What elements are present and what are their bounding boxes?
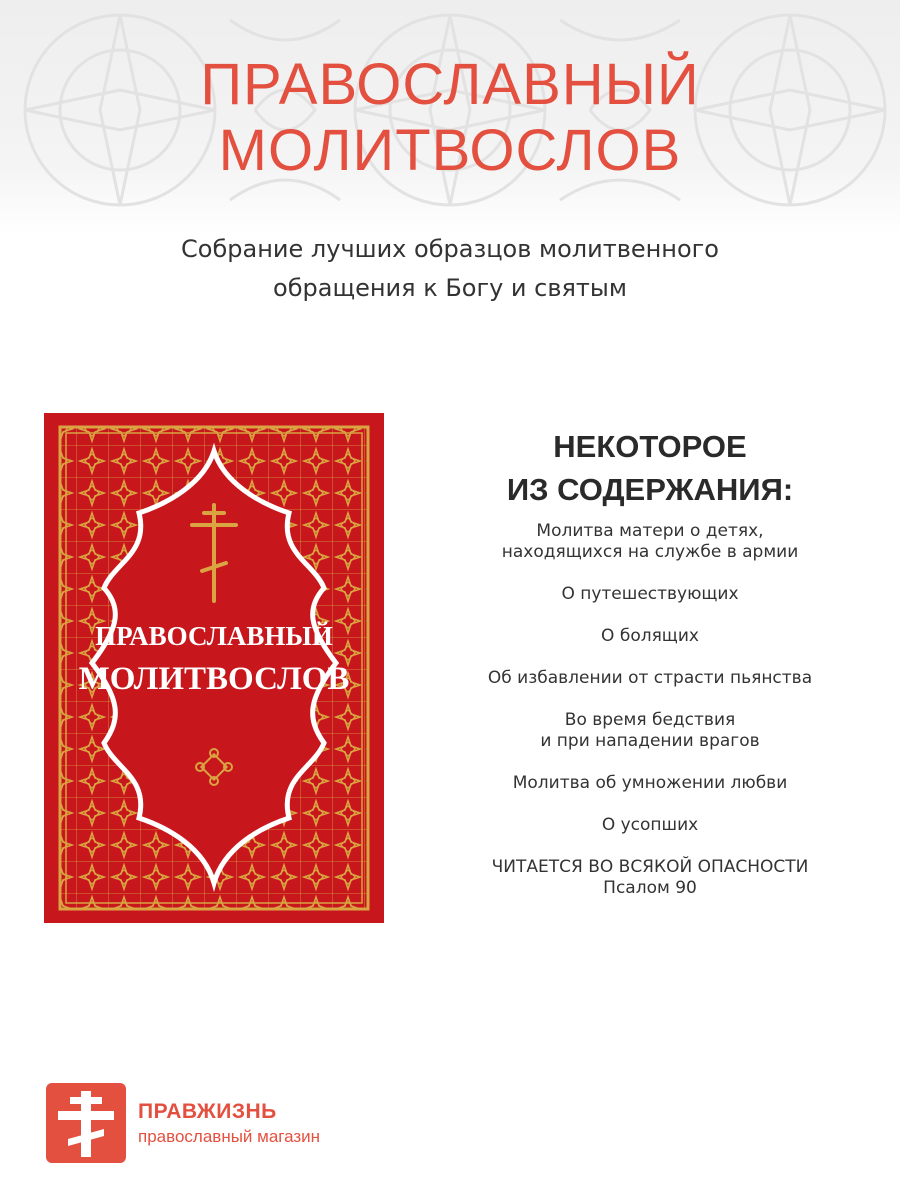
page-title-line: МОЛИТВОСЛОВ [218, 118, 682, 183]
book-title-line1: ПРАВОСЛАВНЫЙ [95, 621, 333, 651]
page-title [0, 52, 900, 184]
contents-item [450, 773, 850, 794]
brand-tagline: православный магазин [138, 1127, 321, 1146]
contents-item-line: находящихся на службе в армии [501, 542, 799, 562]
page-title-line: ПРАВОСЛАВНЫЙ [200, 52, 700, 117]
contents-item [450, 857, 850, 899]
book-title-line2: МОЛИТВОСЛОВ [78, 661, 350, 697]
contents-item-line: Во время бедствия [564, 710, 736, 730]
contents-item-line: Псалом 90 [603, 878, 697, 898]
contents-heading-line: НЕКОТОРОЕ [553, 429, 747, 464]
contents-item [450, 815, 850, 836]
page-subtitle [0, 230, 900, 308]
page-subtitle-line: Собрание лучших образцов молитвенного [181, 235, 719, 263]
contents-item [450, 521, 850, 563]
contents-item [450, 626, 850, 647]
book-cover-illustration [44, 413, 384, 923]
contents-item-line: О путешествующих [561, 584, 739, 604]
contents-item-line: О усопших [601, 815, 699, 835]
contents-item-line: Молитва об умножении любви [512, 773, 788, 793]
contents-heading-line: ИЗ СОДЕРЖАНИЯ: [506, 472, 794, 507]
contents-item-line: Молитва матери о детях, [536, 521, 764, 541]
contents-item-line: О болящих [601, 626, 699, 646]
page-subtitle-line: обращения к Богу и святым [273, 274, 627, 302]
contents-item [450, 710, 850, 752]
orthodox-cross-icon[interactable] [46, 1083, 126, 1163]
brand-name[interactable]: ПРАВЖИЗНЬ [138, 1100, 277, 1123]
contents-item-line: Об избавлении от страсти пьянства [487, 668, 813, 688]
book-cover-image [44, 413, 384, 923]
contents-section [450, 425, 850, 920]
brand-logo [46, 1083, 126, 1163]
contents-item [450, 584, 850, 605]
contents-item-line: и при нападении врагов [540, 731, 760, 751]
contents-item [450, 668, 850, 689]
contents-item-line: ЧИТАЕТСЯ ВО ВСЯКОЙ ОПАСНОСТИ [491, 857, 809, 877]
contents-heading [450, 425, 850, 511]
